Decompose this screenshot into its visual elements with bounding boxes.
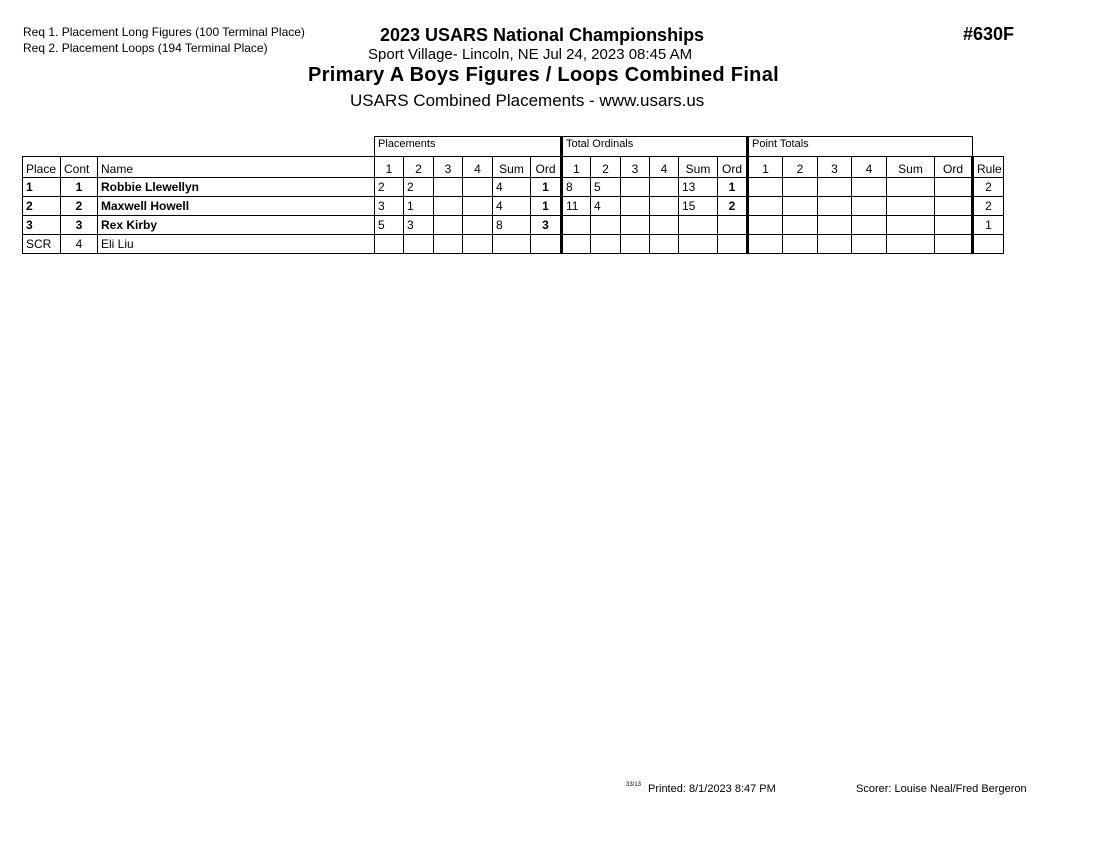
cell-pt-4 xyxy=(887,235,935,254)
cell-t-0: 8 xyxy=(562,178,591,197)
column-header-4: 2 xyxy=(404,157,434,178)
table-row xyxy=(23,178,1004,197)
cell-p-0: 2 xyxy=(375,178,404,197)
cell-pt-2 xyxy=(818,216,852,235)
cell-t-1 xyxy=(591,235,621,254)
cell-pt-1 xyxy=(783,178,818,197)
cell-pt-1 xyxy=(783,235,818,254)
column-header-13: Sum xyxy=(679,157,718,178)
column-header-8: Ord xyxy=(531,157,562,178)
cell-p-3 xyxy=(463,178,493,197)
column-header-1: Cont xyxy=(61,157,98,178)
cell-t-2 xyxy=(621,197,650,216)
column-header-12: 4 xyxy=(650,157,679,178)
cell-pt-4 xyxy=(887,178,935,197)
column-header-5: 3 xyxy=(434,157,463,178)
cell-p-5: 1 xyxy=(531,197,562,216)
column-header-19: Sum xyxy=(887,157,935,178)
cell-t-0 xyxy=(562,235,591,254)
results-table xyxy=(22,136,1004,254)
cell-pt-3 xyxy=(852,178,887,197)
cell-p-3 xyxy=(463,197,493,216)
cell-name: Rex Kirby xyxy=(98,216,375,235)
cell-pt-5 xyxy=(935,216,973,235)
cell-name: Eli Liu xyxy=(98,235,375,254)
cell-pt-0 xyxy=(748,197,783,216)
cell-name: Maxwell Howell xyxy=(98,197,375,216)
cell-pt-2 xyxy=(818,235,852,254)
cell-t-3 xyxy=(650,235,679,254)
cell-p-2 xyxy=(434,235,463,254)
cell-pt-5 xyxy=(935,235,973,254)
column-header-16: 2 xyxy=(783,157,818,178)
column-header-0: Place xyxy=(23,157,61,178)
cell-t-4: 15 xyxy=(679,197,718,216)
cell-pt-0 xyxy=(748,235,783,254)
group-header-row xyxy=(23,137,1004,157)
column-header-9: 1 xyxy=(562,157,591,178)
column-header-14: Ord xyxy=(718,157,748,178)
cell-pt-1 xyxy=(783,197,818,216)
cell-t-5: 2 xyxy=(718,197,748,216)
cell-pt-3 xyxy=(852,197,887,216)
cell-rule xyxy=(973,235,1004,254)
cell-rule: 1 xyxy=(973,216,1004,235)
cell-p-4 xyxy=(493,235,531,254)
cell-p-5 xyxy=(531,235,562,254)
cell-pt-2 xyxy=(818,178,852,197)
cell-cont: 4 xyxy=(61,235,98,254)
cell-p-4: 4 xyxy=(493,178,531,197)
cell-p-1: 2 xyxy=(404,178,434,197)
cell-cont: 1 xyxy=(61,178,98,197)
cell-p-0: 3 xyxy=(375,197,404,216)
cell-p-3 xyxy=(463,216,493,235)
event-title: Primary A Boys Figures / Loops Combined Final xyxy=(308,64,779,86)
cell-pt-2 xyxy=(818,197,852,216)
cell-t-4 xyxy=(679,216,718,235)
cell-p-1: 1 xyxy=(404,197,434,216)
group-point-totals: Point Totals xyxy=(748,137,973,157)
cell-t-0: 11 xyxy=(562,197,591,216)
cell-p-1 xyxy=(404,235,434,254)
cell-t-3 xyxy=(650,216,679,235)
column-header-11: 3 xyxy=(621,157,650,178)
column-header-21: Rule xyxy=(973,157,1004,178)
column-header-row xyxy=(23,157,1004,178)
column-header-7: Sum xyxy=(493,157,531,178)
scorer-line: Scorer: Louise Neal/Fred Bergeron xyxy=(856,783,1027,795)
cell-p-0: 5 xyxy=(375,216,404,235)
cell-pt-5 xyxy=(935,197,973,216)
cell-rule: 2 xyxy=(973,197,1004,216)
cell-pt-3 xyxy=(852,235,887,254)
column-header-6: 4 xyxy=(463,157,493,178)
cell-rule: 2 xyxy=(973,178,1004,197)
cell-p-4: 4 xyxy=(493,197,531,216)
column-header-20: Ord xyxy=(935,157,973,178)
venue-line: Sport Village- Lincoln, NE Jul 24, 2023 08:45 AM xyxy=(368,46,693,63)
print-code: 33/13 xyxy=(626,782,642,788)
table-row xyxy=(23,197,1004,216)
printed-timestamp: Printed: 8/1/2023 8:47 PM xyxy=(648,783,776,795)
cell-t-4 xyxy=(679,235,718,254)
cell-t-5: 1 xyxy=(718,178,748,197)
cell-t-1: 5 xyxy=(591,178,621,197)
cell-p-0 xyxy=(375,235,404,254)
cell-p-2 xyxy=(434,216,463,235)
table-row xyxy=(23,235,1004,254)
group-total-ordinals: Total Ordinals xyxy=(562,137,748,157)
column-header-18: 4 xyxy=(852,157,887,178)
cell-t-0 xyxy=(562,216,591,235)
cell-t-5 xyxy=(718,216,748,235)
cell-pt-0 xyxy=(748,178,783,197)
column-header-17: 3 xyxy=(818,157,852,178)
cell-place: 1 xyxy=(23,178,61,197)
event-number: #630F xyxy=(963,24,1015,44)
column-header-3: 1 xyxy=(375,157,404,178)
cell-pt-4 xyxy=(887,216,935,235)
cell-t-1 xyxy=(591,216,621,235)
cell-cont: 2 xyxy=(61,197,98,216)
cell-p-5: 1 xyxy=(531,178,562,197)
cell-t-2 xyxy=(621,216,650,235)
cell-pt-5 xyxy=(935,178,973,197)
column-header-10: 2 xyxy=(591,157,621,178)
cell-p-5: 3 xyxy=(531,216,562,235)
table-row xyxy=(23,216,1004,235)
cell-pt-1 xyxy=(783,216,818,235)
cell-p-3 xyxy=(463,235,493,254)
cell-t-4: 13 xyxy=(679,178,718,197)
cell-t-2 xyxy=(621,235,650,254)
cell-place: 3 xyxy=(23,216,61,235)
cell-pt-4 xyxy=(887,197,935,216)
requirement-1: Req 1. Placement Long Figures (100 Terminal Place) xyxy=(23,25,305,39)
cell-pt-0 xyxy=(748,216,783,235)
group-placements: Placements xyxy=(375,137,562,157)
cell-t-1: 4 xyxy=(591,197,621,216)
cell-cont: 3 xyxy=(61,216,98,235)
column-header-2: Name xyxy=(98,157,375,178)
cell-t-2 xyxy=(621,178,650,197)
cell-p-2 xyxy=(434,178,463,197)
cell-t-5 xyxy=(718,235,748,254)
cell-name: Robbie Llewellyn xyxy=(98,178,375,197)
cell-place: 2 xyxy=(23,197,61,216)
column-header-15: 1 xyxy=(748,157,783,178)
requirement-2: Req 2. Placement Loops (194 Terminal Place) xyxy=(23,41,268,55)
cell-p-1: 3 xyxy=(404,216,434,235)
cell-place: SCR xyxy=(23,235,61,254)
cell-t-3 xyxy=(650,197,679,216)
cell-p-4: 8 xyxy=(493,216,531,235)
page-title: 2023 USARS National Championships xyxy=(380,25,705,45)
cell-p-2 xyxy=(434,197,463,216)
cell-t-3 xyxy=(650,178,679,197)
cell-pt-3 xyxy=(852,216,887,235)
subtitle: USARS Combined Placements - www.usars.us xyxy=(350,91,705,110)
